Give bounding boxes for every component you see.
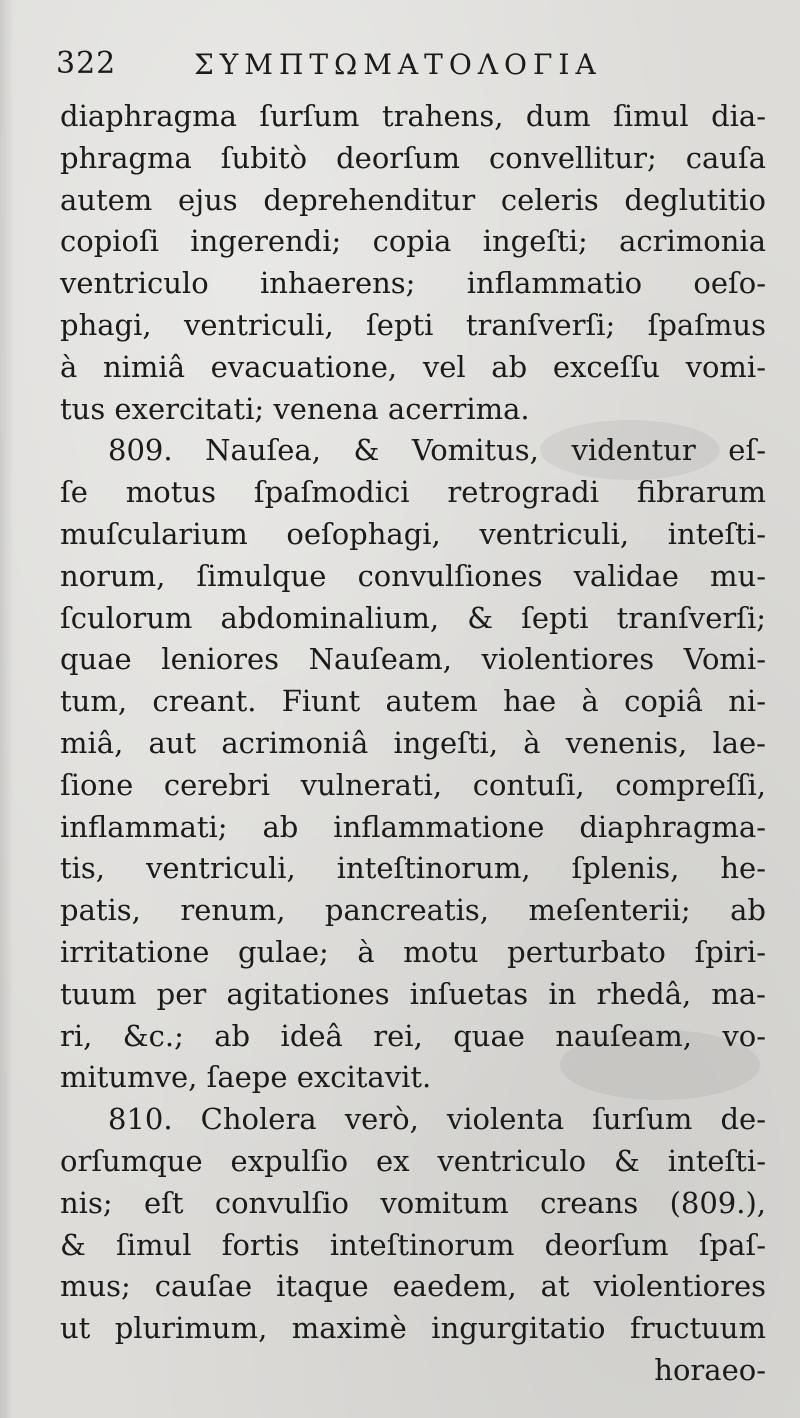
text-line: irritatione gulae; à motu perturbato ſpiri- xyxy=(60,934,766,969)
text-line: ri, &c.; ab ideâ rei, quae nauſeam, vo- xyxy=(60,1018,766,1053)
page-number: 322 xyxy=(56,46,117,81)
text-line: phagi, ventriculi, ſepti tranſverſi; ſpaſmus xyxy=(60,307,766,342)
text-line: & ſimul fortis inteſtinorum deorſum ſpaſ- xyxy=(60,1227,766,1262)
text-line: ſculorum abdominalium, & ſepti tranſverſi; xyxy=(60,600,766,635)
text-line: autem ejus deprehenditur celeris deglutitio xyxy=(60,182,766,217)
text-line: 809. Nauſea, & Vomitus, videntur eſ- xyxy=(108,433,766,468)
text-line: muſcularium oeſophagi, ventriculi, inteſti- xyxy=(60,516,766,551)
text-line: ſe motus ſpaſmodici retrogradi fibrarum xyxy=(60,475,766,510)
page-gutter-shadow xyxy=(0,0,14,1418)
text-line: nis; eſt convulſio vomitum creans (809.), xyxy=(60,1185,766,1220)
catchword: horaeo- xyxy=(654,1352,766,1387)
text-line: diaphragma ſurſum trahens, dum ſimul dia- xyxy=(60,99,766,133)
text-line: norum, ſimulque convulſiones validae mu- xyxy=(60,558,766,593)
text-line: miâ, aut acrimoniâ ingeſti, à venenis, lae- xyxy=(60,725,766,760)
text-line: tus exercitati; venena acerrima. xyxy=(60,391,530,426)
text-line: orſumque expulſio ex ventriculo & inteſti- xyxy=(60,1143,766,1178)
text-line: patis, renum, pancreatis, meſenterii; ab xyxy=(60,893,766,928)
text-line: inflammati; ab inflammatione diaphragma- xyxy=(60,809,766,844)
text-line: tis, ventriculi, inteſtinorum, ſplenis, he- xyxy=(60,851,766,886)
text-line: ſione cerebri vulnerati, contuſi, compreſſi, xyxy=(60,767,766,802)
text-line: quae leniores Nauſeam, violentiores Vomi- xyxy=(60,642,766,677)
text-line: à nimiâ evacuatione, vel ab exceſſu vomi- xyxy=(60,349,766,384)
text-line: 810. Cholera verò, violenta ſurſum de- xyxy=(108,1102,766,1137)
running-title: ΣΥΜΠΤΩΜΑΤΟΛΟΓΙΑ xyxy=(194,48,602,81)
page-header xyxy=(56,42,746,92)
text-line: mus; cauſae itaque eaedem, at violentiores xyxy=(60,1269,766,1304)
text-line: ut plurimum, maximè ingurgitatio fructuum xyxy=(60,1311,766,1346)
text-line: copioſi ingerendi; copia ingeſti; acrimonia xyxy=(60,224,766,259)
text-line: tuum per agitationes inſuetas in rhedâ, ma- xyxy=(60,976,766,1011)
text-line: phragma ſubitò deorſum convellitur; cauſa xyxy=(60,140,766,175)
text-line: ventriculo inhaerens; inflammatio oeſo- xyxy=(60,266,766,301)
body-text xyxy=(60,96,766,1392)
text-line: tum, creant. Fiunt autem hae à copiâ ni- xyxy=(60,684,766,719)
text-line: mitumve, ſaepe excitavit. xyxy=(60,1060,432,1095)
